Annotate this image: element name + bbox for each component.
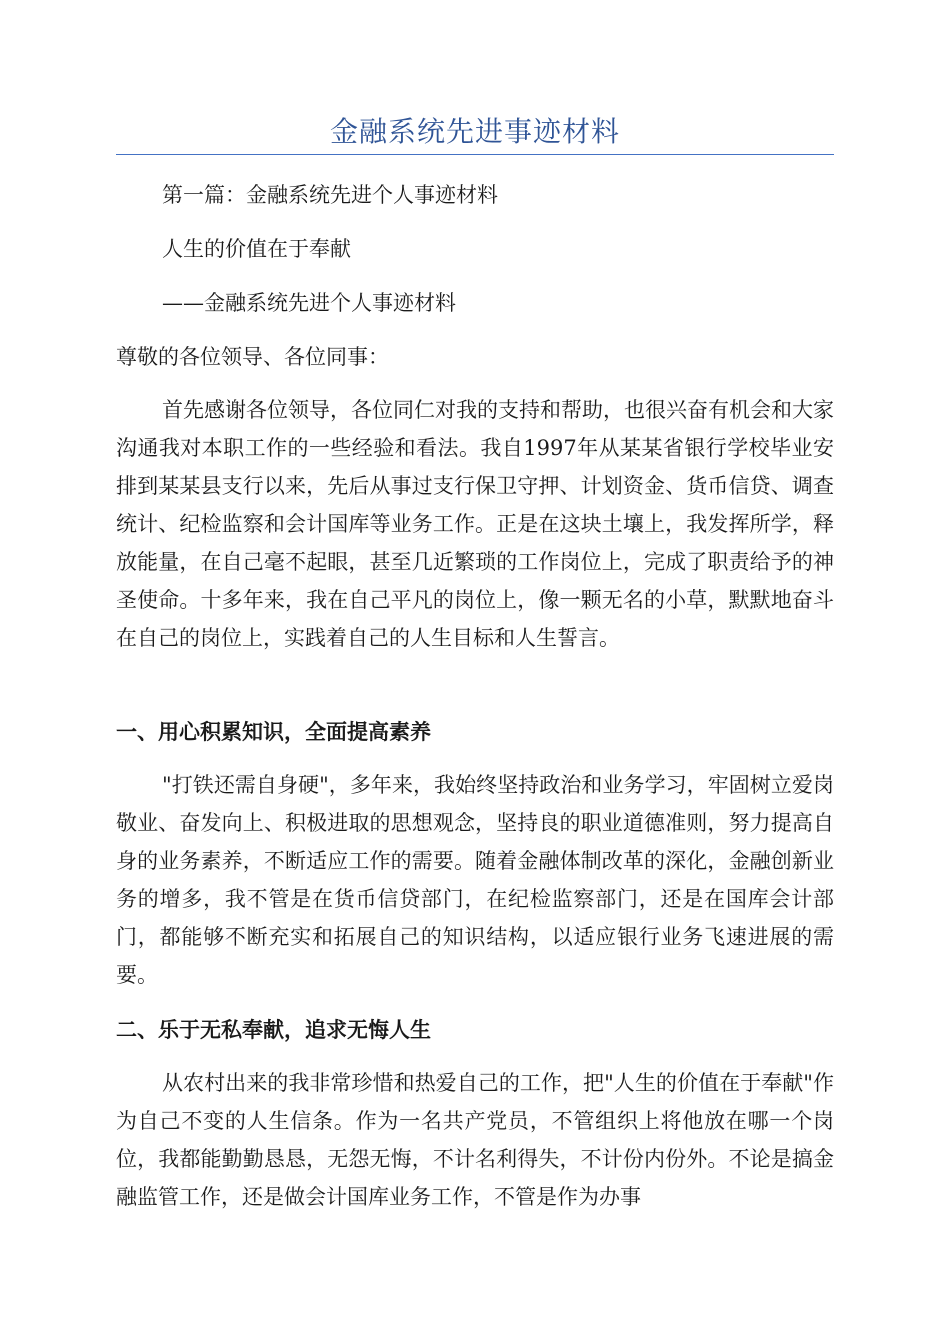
intro-paragraph: 首先感谢各位领导，各位同仁对我的支持和帮助，也很兴奋有机会和大家沟通我对本职工作的一些经验和看法。我自1997年从某某省银行学校毕业安排到某某县支行以来，先后从事过支行保卫守押、计划资金、货币信贷、调查统计、纪检监察和会计国库等业务工作。正是在这块土壤上，我发挥所学，释放能量，在自己毫不起眼，甚至几近繁琐的工作岗位上，完成了职责给予的神圣使命。十多年来，我在自己平凡的岗位上，像一颗无名的小草，默默地奋斗在自己的岗位上，实践着自己的人生目标和人生誓言。 [116, 398, 834, 650]
section-heading-1: 一、用心积累知识，全面提高素养 [116, 719, 431, 744]
salutation: 尊敬的各位领导、各位同事： [116, 345, 389, 369]
speech-title: 人生的价值在于奉献 [162, 237, 351, 261]
section-1-paragraph: "打铁还需自身硬"，多年来，我始终坚持政治和业务学习，牢固树立爱岗敬业、奋发向上、积极进取的思想观念，坚持良的职业道德准则，努力提高自身的业务素养，不断适应工作的需要。随着金融体制改革的深化，金融创新业务的增多，我不管是在货币信贷部门，在纪检监察部门，还是在国库会计部门，都能够不断充实和拓展自己的知识结构，以适应银行业务飞速进展的需要。 [116, 773, 834, 987]
document-title: 金融系统先进事迹材料 [329, 115, 620, 148]
chapter-heading: 第一篇：金融系统先进个人事迹材料 [162, 183, 498, 207]
title-underline [116, 154, 834, 155]
section-heading-2: 二、乐于无私奉献，追求无悔人生 [116, 1017, 431, 1042]
speech-subtitle: ——金融系统先进个人事迹材料 [162, 291, 456, 315]
section-2-paragraph: 从农村出来的我非常珍惜和热爱自己的工作，把"人生的价值在于奉献"作为自己不变的人生信条。作为一名共产党员，不管组织上将他放在哪一个岗位，我都能勤勤恳恳，无怨无悔，不计名利得失，不计份内份外。不论是搞金融监管工作，还是做会计国库业务工作，不管是作为办事 [116, 1071, 834, 1209]
